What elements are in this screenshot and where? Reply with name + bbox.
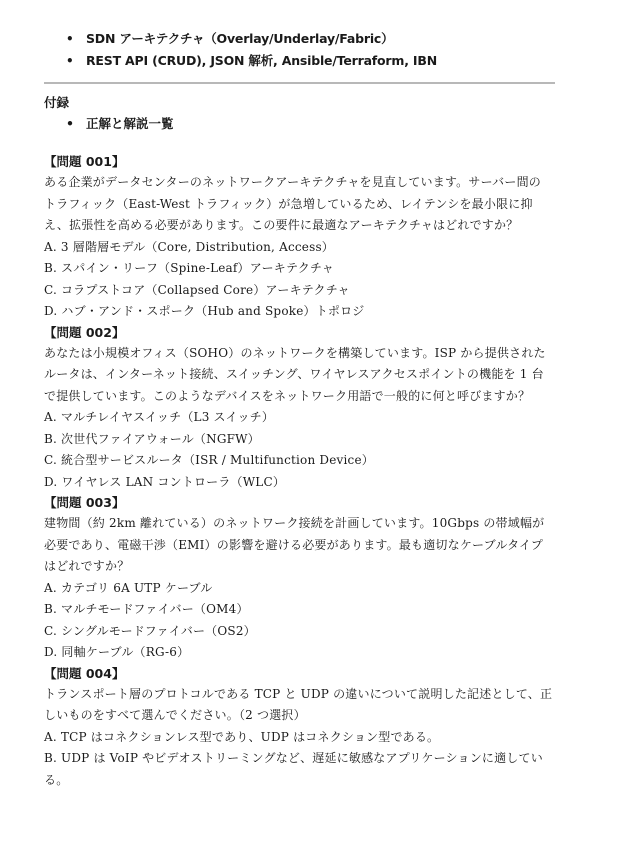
option-c: C. コラプストコア（Collapsed Core）アーキテクチャ (44, 282, 350, 297)
question-004 (44, 664, 553, 792)
option-a: A. カテゴリ 6A UTP ケーブル (44, 580, 213, 595)
question-list (44, 152, 553, 791)
option-a: A. TCP はコネクションレス型であり、UDP はコネクション型である。 (44, 729, 440, 744)
option-c: C. シングルモードファイバー（OS2） (44, 623, 256, 638)
topic-item-rest-api: • REST API (CRUD), JSON 解析, Ansible/Terraform, IBN (66, 50, 553, 72)
appendix-list (44, 114, 553, 134)
topic-item-sdn: • SDN アーキテクチャ（Overlay/Underlay/Fabric） (66, 28, 553, 50)
option-d: D. ハブ・アンド・スポーク（Hub and Spoke）トポロジ (44, 304, 365, 318)
question-001 (44, 152, 553, 323)
topic-list (44, 28, 553, 72)
appendix-item-answers: • 正解と解説一覧 (66, 114, 553, 134)
option-d: D. ワイヤレス LAN コントローラ（WLC） (44, 474, 286, 489)
question-text: あなたは小規模オフィス（SOHO）のネットワークを構築しています。ISP から提供されたルータは、インターネット接続、スイッチング、ワイヤレスアクセスポイントの機能を 1 台で提供しています。このようなデバイスをネットワーク用語で一般的に何と呼びますか？ (44, 345, 546, 403)
question-heading: 【問題 003】 (44, 495, 125, 510)
option-d: D. 同軸ケーブル（RG-6） (44, 645, 190, 659)
option-a: A. 3 層階層モデル（Core, Distribution, Access） (44, 239, 335, 254)
question-text: 建物間（約 2km 離れている）のネットワーク接続を計画しています。10Gbps の帯域幅が必要であり、電磁干渉（EMI）の影響を避ける必要があります。最も適切なケーブルタイプはどれですか？ (44, 516, 545, 573)
question-heading: 【問題 002】 (44, 324, 125, 340)
appendix-heading: 付録 (44, 95, 70, 110)
option-c: C. 統合型サービスルータ（ISR / Multifunction Device） (44, 453, 374, 467)
option-b: B. 次世代ファイアウォール（NGFW） (44, 431, 260, 446)
option-a: A. マルチレイヤスイッチ（L3 スイッチ） (44, 410, 275, 424)
horizontal-divider (44, 82, 555, 84)
option-b: B. UDP は VoIP やビデオストリーミングなど、遅延に敏感なアプリケーションに適している。 (44, 751, 543, 787)
option-b: B. マルチモードファイバー（OM4） (44, 602, 249, 616)
question-text: ある企業がデータセンターのネットワークアーキテクチャを見直しています。サーバー間のトラフィック（East-West トラフィック）が急増しているため、レイテンシを最小限に抑え、拡張性を高める必要があります。この要件に最適なアーキテクチャはどれですか？ (44, 175, 541, 232)
question-003 (44, 493, 553, 664)
question-heading: 【問題 004】 (44, 665, 125, 681)
option-b: B. スパイン・リーフ（Spine-Leaf）アーキテクチャ (44, 261, 334, 275)
question-text: トランスポート層のプロトコルである TCP と UDP の違いについて説明した記述として、正しいものをすべて選んでください。（2 つ選択） (44, 686, 553, 722)
question-002 (44, 323, 553, 494)
question-heading: 【問題 001】 (44, 154, 125, 169)
